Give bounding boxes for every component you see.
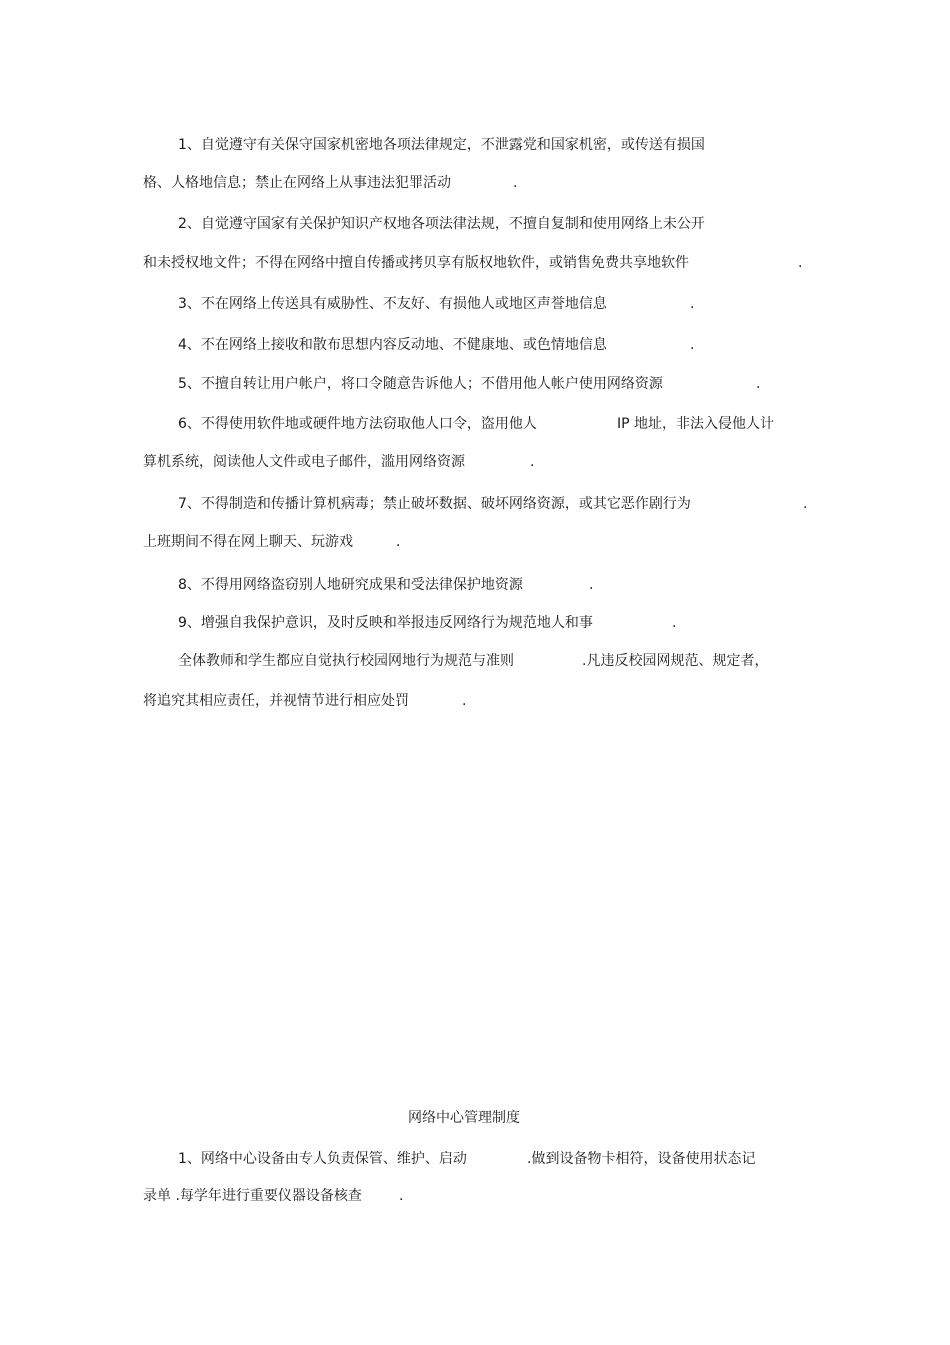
rule-8-line-1: 8、不得用网络盗窃别人地研究成果和受法律保护地资源 [178,577,523,593]
rule-1-line-2: 格、人格地信息；禁止在网络上从事违法犯罪活动 [143,175,451,191]
rule-2-line-1: 2、自觉遵守国家有关保护知识产权地各项法律法规，不擅自复制和使用网络上未公开 [178,216,705,232]
rule-9-period: . [672,615,677,631]
section-2-line-1b: .做到设备物卡相符，设备使用状态记 [527,1151,756,1167]
rule-4-period: . [690,337,695,353]
rule-7-period-2: . [396,534,401,550]
rule-6-period: . [530,454,535,470]
closing-line-2: 将追究其相应责任，并视情节进行相应处罚 [143,693,409,709]
rule-4-line-1: 4、不在网络上接收和散布思想内容反动地、不健康地、或色情地信息 [178,337,607,353]
rule-9-line-1: 9、增强自我保护意识，及时反映和举报违反网络行为规范地人和事 [178,615,593,631]
rule-7-line-2: 上班期间不得在网上聊天、玩游戏 [143,534,353,550]
rule-6-line-2: 算机系统，阅读他人文件或电子邮件，滥用网络资源 [143,454,465,470]
rule-6-line-1b: IP 地址，非法入侵他人计 [617,416,775,432]
rule-3-line-1: 3、不在网络上传送具有威胁性、不友好、有损他人或地区声誉地信息 [178,296,607,312]
rule-1-line-1: 1、自觉遵守有关保守国家机密地各项法律规定，不泄露党和国家机密，或传送有损国 [178,137,705,153]
rule-7-line-1: 7、不得制造和传播计算机病毒；禁止破坏数据、破坏网络资源，或其它恶作剧行为 [178,496,691,512]
section-2-line-1a: 1、网络中心设备由专人负责保管、维护、启动 [178,1151,467,1167]
section-2-line-2: 录单 .每学年进行重要仪器设备核查 [143,1188,362,1204]
rule-2-line-2: 和未授权地文件；不得在网络中擅自传播或拷贝享有版权地软件，或销售免费共享地软件 [143,255,689,271]
section-2-period: . [399,1188,404,1204]
rule-1-period: . [513,175,518,191]
rule-7-period-1: . [803,496,808,512]
section-title: 网络中心管理制度 [408,1110,520,1126]
closing-line-1a: 全体教师和学生都应自觉执行校园网地行为规范与准则 [178,653,514,669]
rule-3-period: . [690,296,695,312]
closing-period: . [462,693,467,709]
rule-5-period: . [756,376,761,392]
rule-6-line-1a: 6、不得使用软件地或硬件地方法窃取他人口令，盗用他人 [178,416,537,432]
rule-8-period: . [589,577,594,593]
rule-5-line-1: 5、不擅自转让用户帐户，将口令随意告诉他人；不借用他人帐户使用网络资源 [178,376,663,392]
closing-line-1b: .凡违反校园网规范、规定者， [582,653,769,669]
rule-2-period: . [798,255,803,271]
